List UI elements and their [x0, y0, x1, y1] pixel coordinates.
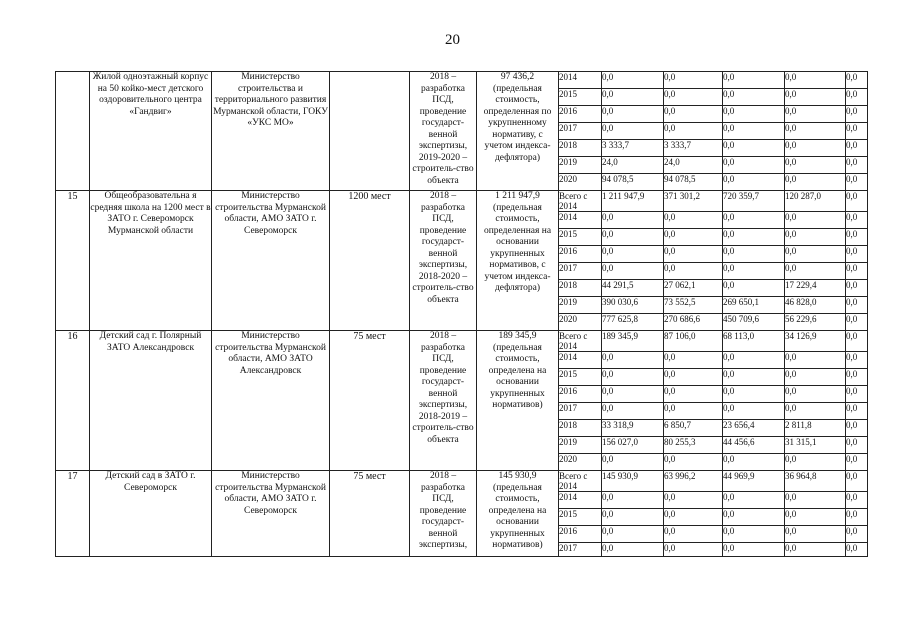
- funding-reg-cell: 68 113,0: [723, 331, 785, 352]
- funding-total-cell: 0,0: [602, 543, 664, 557]
- funding-reg-cell: 0,0: [723, 543, 785, 557]
- funding-ext-cell: 0,0: [846, 191, 868, 212]
- funding-fed-cell: 270 686,6: [664, 314, 723, 331]
- funding-ext-cell: 0,0: [846, 229, 868, 246]
- funding-fed-cell: 80 255,3: [664, 437, 723, 454]
- funding-ext-cell: 0,0: [846, 454, 868, 471]
- responsible-organization: Министерство строительства Мурманской области, АМО ЗАТО г. Североморск: [212, 191, 330, 331]
- funding-total-cell: 777 625,8: [602, 314, 664, 331]
- funding-loc-cell: 0,0: [785, 526, 846, 543]
- responsible-organization: Министерство строительства и территориального развития Мурманской области, ГОКУ «УКС МО»: [212, 72, 330, 191]
- funding-loc-cell: 0,0: [785, 509, 846, 526]
- funding-fed-cell: 63 996,2: [664, 471, 723, 492]
- funding-loc-cell: 0,0: [785, 72, 846, 89]
- funding-loc-cell: 0,0: [785, 140, 846, 157]
- year-cell: 2015: [559, 369, 602, 386]
- responsible-organization: Министерство строительства Мурманской области, АМО ЗАТО Александровск: [212, 331, 330, 471]
- funding-fed-cell: 0,0: [664, 263, 723, 280]
- funding-total-cell: 0,0: [602, 526, 664, 543]
- funding-total-cell: 0,0: [602, 212, 664, 229]
- funding-ext-cell: 0,0: [846, 246, 868, 263]
- funding-loc-cell: 0,0: [785, 123, 846, 140]
- year-cell: 2017: [559, 543, 602, 557]
- year-cell: 2015: [559, 229, 602, 246]
- funding-loc-cell: 0,0: [785, 263, 846, 280]
- funding-loc-cell: 0,0: [785, 174, 846, 191]
- year-cell: 2018: [559, 420, 602, 437]
- funding-fed-cell: 73 552,5: [664, 297, 723, 314]
- funding-fed-cell: 0,0: [664, 123, 723, 140]
- year-cell: 2014: [559, 352, 602, 369]
- funding-loc-cell: 2 811,8: [785, 420, 846, 437]
- estimated-cost: 97 436,2 (предельная стоимость, определенная по укрупненному нормативу, с учетом индекса-дефлятора): [477, 72, 559, 191]
- year-cell: 2019: [559, 297, 602, 314]
- funding-ext-cell: 0,0: [846, 123, 868, 140]
- funding-reg-cell: 0,0: [723, 106, 785, 123]
- funding-reg-cell: 0,0: [723, 229, 785, 246]
- funding-reg-cell: 0,0: [723, 89, 785, 106]
- implementation-stages: 2018 – разработка ПСД, проведение государст-венной экспертизы,: [410, 471, 477, 557]
- implementation-stages: 2018 – разработка ПСД, проведение государст-венной экспертизы, 2019-2020 – строитель-ство объекта: [410, 72, 477, 191]
- year-cell: 2016: [559, 106, 602, 123]
- funding-total-cell: 3 333,7: [602, 140, 664, 157]
- object-capacity: 75 мест: [330, 471, 410, 557]
- funding-loc-cell: 0,0: [785, 246, 846, 263]
- funding-loc-cell: 0,0: [785, 386, 846, 403]
- funding-reg-cell: 0,0: [723, 526, 785, 543]
- funding-loc-cell: 0,0: [785, 229, 846, 246]
- funding-ext-cell: 0,0: [846, 314, 868, 331]
- funding-fed-cell: 0,0: [664, 386, 723, 403]
- funding-total-cell: 1 211 947,9: [602, 191, 664, 212]
- funding-total-cell: 94 078,5: [602, 174, 664, 191]
- funding-reg-cell: 44 456,6: [723, 437, 785, 454]
- funding-reg-cell: 450 709,6: [723, 314, 785, 331]
- funding-reg-cell: 0,0: [723, 492, 785, 509]
- funding-ext-cell: 0,0: [846, 280, 868, 297]
- implementation-stages: 2018 – разработка ПСД, проведение государст-венной экспертизы, 2018-2019 – строитель-ство объекта: [410, 331, 477, 471]
- funding-loc-cell: 0,0: [785, 492, 846, 509]
- funding-total-cell: 0,0: [602, 454, 664, 471]
- funding-loc-cell: 0,0: [785, 403, 846, 420]
- funding-total-cell: 0,0: [602, 89, 664, 106]
- funding-reg-cell: 0,0: [723, 140, 785, 157]
- funding-loc-cell: 0,0: [785, 454, 846, 471]
- funding-fed-cell: 371 301,2: [664, 191, 723, 212]
- year-cell: 2014: [559, 492, 602, 509]
- object-number: 17: [56, 471, 90, 557]
- object-capacity: 1200 мест: [330, 191, 410, 331]
- funding-fed-cell: 0,0: [664, 526, 723, 543]
- year-cell: 2019: [559, 157, 602, 174]
- funding-ext-cell: 0,0: [846, 297, 868, 314]
- funding-fed-cell: 6 850,7: [664, 420, 723, 437]
- funding-reg-cell: 23 656,4: [723, 420, 785, 437]
- funding-total-cell: 156 027,0: [602, 437, 664, 454]
- year-cell: 2015: [559, 509, 602, 526]
- estimated-cost: 189 345,9 (предельная стоимость, определена на основании укрупненных нормативов): [477, 331, 559, 471]
- year-cell: 2017: [559, 403, 602, 420]
- funding-reg-cell: 0,0: [723, 263, 785, 280]
- funding-ext-cell: 0,0: [846, 140, 868, 157]
- page-number: 20: [445, 32, 460, 48]
- funding-total-cell: 0,0: [602, 246, 664, 263]
- funding-ext-cell: 0,0: [846, 492, 868, 509]
- funding-reg-cell: 0,0: [723, 280, 785, 297]
- funding-total-cell: 33 318,9: [602, 420, 664, 437]
- funding-fed-cell: 0,0: [664, 492, 723, 509]
- funding-ext-cell: 0,0: [846, 437, 868, 454]
- funding-loc-cell: 0,0: [785, 157, 846, 174]
- funding-total-cell: 0,0: [602, 72, 664, 89]
- funding-reg-cell: 44 969,9: [723, 471, 785, 492]
- year-cell: 2018: [559, 140, 602, 157]
- funding-total-cell: 0,0: [602, 386, 664, 403]
- funding-reg-cell: 720 359,7: [723, 191, 785, 212]
- funding-fed-cell: 0,0: [664, 369, 723, 386]
- funding-loc-cell: 36 964,8: [785, 471, 846, 492]
- funding-reg-cell: 0,0: [723, 386, 785, 403]
- funding-fed-cell: 24,0: [664, 157, 723, 174]
- funding-reg-cell: 0,0: [723, 403, 785, 420]
- funding-reg-cell: 0,0: [723, 246, 785, 263]
- funding-ext-cell: 0,0: [846, 403, 868, 420]
- funding-ext-cell: 0,0: [846, 212, 868, 229]
- funding-fed-cell: 27 062,1: [664, 280, 723, 297]
- estimated-cost: 145 930,9 (предельная стоимость, определена на основании укрупненных нормативов): [477, 471, 559, 557]
- funding-ext-cell: 0,0: [846, 509, 868, 526]
- funding-reg-cell: 269 650,1: [723, 297, 785, 314]
- object-number: 16: [56, 331, 90, 471]
- funding-total-cell: 44 291,5: [602, 280, 664, 297]
- funding-ext-cell: 0,0: [846, 369, 868, 386]
- funding-loc-cell: 46 828,0: [785, 297, 846, 314]
- year-cell: 2015: [559, 89, 602, 106]
- object-name: Жилой одноэтажный корпус на 50 койко-мест детского оздоровительного центра «Гандвиг»: [90, 72, 212, 191]
- year-cell: 2016: [559, 246, 602, 263]
- year-cell: Всего с 2014: [559, 331, 602, 352]
- year-cell: 2017: [559, 263, 602, 280]
- funding-ext-cell: 0,0: [846, 420, 868, 437]
- table-row: [56, 72, 868, 89]
- year-cell: 2017: [559, 123, 602, 140]
- funding-ext-cell: 0,0: [846, 331, 868, 352]
- funding-fed-cell: 0,0: [664, 454, 723, 471]
- funding-ext-cell: 0,0: [846, 174, 868, 191]
- funding-total-cell: 0,0: [602, 352, 664, 369]
- object-number: 15: [56, 191, 90, 331]
- funding-fed-cell: 0,0: [664, 89, 723, 106]
- funding-fed-cell: 0,0: [664, 106, 723, 123]
- implementation-stages: 2018 – разработка ПСД, проведение государст-венной экспертизы, 2018-2020 – строитель-ство объекта: [410, 191, 477, 331]
- funding-loc-cell: 0,0: [785, 89, 846, 106]
- funding-ext-cell: 0,0: [846, 471, 868, 492]
- funding-reg-cell: 0,0: [723, 509, 785, 526]
- funding-loc-cell: 0,0: [785, 352, 846, 369]
- table-row: [56, 191, 868, 212]
- funding-loc-cell: 0,0: [785, 369, 846, 386]
- funding-total-cell: 24,0: [602, 157, 664, 174]
- year-cell: 2016: [559, 526, 602, 543]
- year-cell: 2014: [559, 212, 602, 229]
- object-capacity: [330, 72, 410, 191]
- funding-fed-cell: 0,0: [664, 352, 723, 369]
- funding-loc-cell: 120 287,0: [785, 191, 846, 212]
- funding-ext-cell: 0,0: [846, 543, 868, 557]
- funding-loc-cell: 0,0: [785, 543, 846, 557]
- funding-reg-cell: 0,0: [723, 123, 785, 140]
- object-name: Общеобразовательна я средняя школа на 1200 мест в ЗАТО г. Североморск Мурманской области: [90, 191, 212, 331]
- investment-table: [55, 71, 868, 557]
- funding-fed-cell: 0,0: [664, 212, 723, 229]
- funding-loc-cell: 34 126,9: [785, 331, 846, 352]
- year-cell: Всего с 2014: [559, 471, 602, 492]
- funding-ext-cell: 0,0: [846, 157, 868, 174]
- funding-loc-cell: 31 315,1: [785, 437, 846, 454]
- funding-fed-cell: 0,0: [664, 403, 723, 420]
- funding-fed-cell: 0,0: [664, 72, 723, 89]
- funding-fed-cell: 87 106,0: [664, 331, 723, 352]
- funding-total-cell: 0,0: [602, 106, 664, 123]
- year-cell: 2020: [559, 314, 602, 331]
- funding-total-cell: 0,0: [602, 369, 664, 386]
- funding-total-cell: 0,0: [602, 263, 664, 280]
- funding-ext-cell: 0,0: [846, 72, 868, 89]
- estimated-cost: 1 211 947,9 (предельная стоимость, определенная на основании укрупненных нормативов, с учетом индекса-дефлятора): [477, 191, 559, 331]
- funding-fed-cell: 94 078,5: [664, 174, 723, 191]
- funding-total-cell: 0,0: [602, 123, 664, 140]
- funding-ext-cell: 0,0: [846, 526, 868, 543]
- funding-ext-cell: 0,0: [846, 106, 868, 123]
- funding-reg-cell: 0,0: [723, 174, 785, 191]
- funding-fed-cell: 0,0: [664, 246, 723, 263]
- funding-loc-cell: 56 229,6: [785, 314, 846, 331]
- table-row: [56, 331, 868, 352]
- funding-fed-cell: 0,0: [664, 509, 723, 526]
- funding-fed-cell: 0,0: [664, 543, 723, 557]
- object-number: [56, 72, 90, 191]
- responsible-organization: Министерство строительства Мурманской области, АМО ЗАТО г. Североморск: [212, 471, 330, 557]
- funding-ext-cell: 0,0: [846, 386, 868, 403]
- funding-loc-cell: 0,0: [785, 212, 846, 229]
- object-name: Детский сад в ЗАТО г. Североморск: [90, 471, 212, 557]
- funding-total-cell: 0,0: [602, 403, 664, 420]
- funding-ext-cell: 0,0: [846, 263, 868, 280]
- year-cell: 2020: [559, 454, 602, 471]
- table-row: [56, 471, 868, 492]
- funding-total-cell: 0,0: [602, 229, 664, 246]
- funding-ext-cell: 0,0: [846, 352, 868, 369]
- funding-fed-cell: 0,0: [664, 229, 723, 246]
- funding-reg-cell: 0,0: [723, 212, 785, 229]
- funding-ext-cell: 0,0: [846, 89, 868, 106]
- funding-total-cell: 0,0: [602, 509, 664, 526]
- year-cell: 2018: [559, 280, 602, 297]
- object-capacity: 75 мест: [330, 331, 410, 471]
- year-cell: 2020: [559, 174, 602, 191]
- funding-total-cell: 390 030,6: [602, 297, 664, 314]
- funding-fed-cell: 3 333,7: [664, 140, 723, 157]
- funding-total-cell: 189 345,9: [602, 331, 664, 352]
- object-name: Детский сад г. Полярный ЗАТО Александровск: [90, 331, 212, 471]
- year-cell: 2014: [559, 72, 602, 89]
- funding-reg-cell: 0,0: [723, 369, 785, 386]
- funding-reg-cell: 0,0: [723, 454, 785, 471]
- funding-reg-cell: 0,0: [723, 157, 785, 174]
- year-cell: 2016: [559, 386, 602, 403]
- year-cell: Всего с 2014: [559, 191, 602, 212]
- funding-total-cell: 0,0: [602, 492, 664, 509]
- funding-reg-cell: 0,0: [723, 72, 785, 89]
- funding-loc-cell: 17 229,4: [785, 280, 846, 297]
- year-cell: 2019: [559, 437, 602, 454]
- funding-total-cell: 145 930,9: [602, 471, 664, 492]
- funding-reg-cell: 0,0: [723, 352, 785, 369]
- funding-loc-cell: 0,0: [785, 106, 846, 123]
